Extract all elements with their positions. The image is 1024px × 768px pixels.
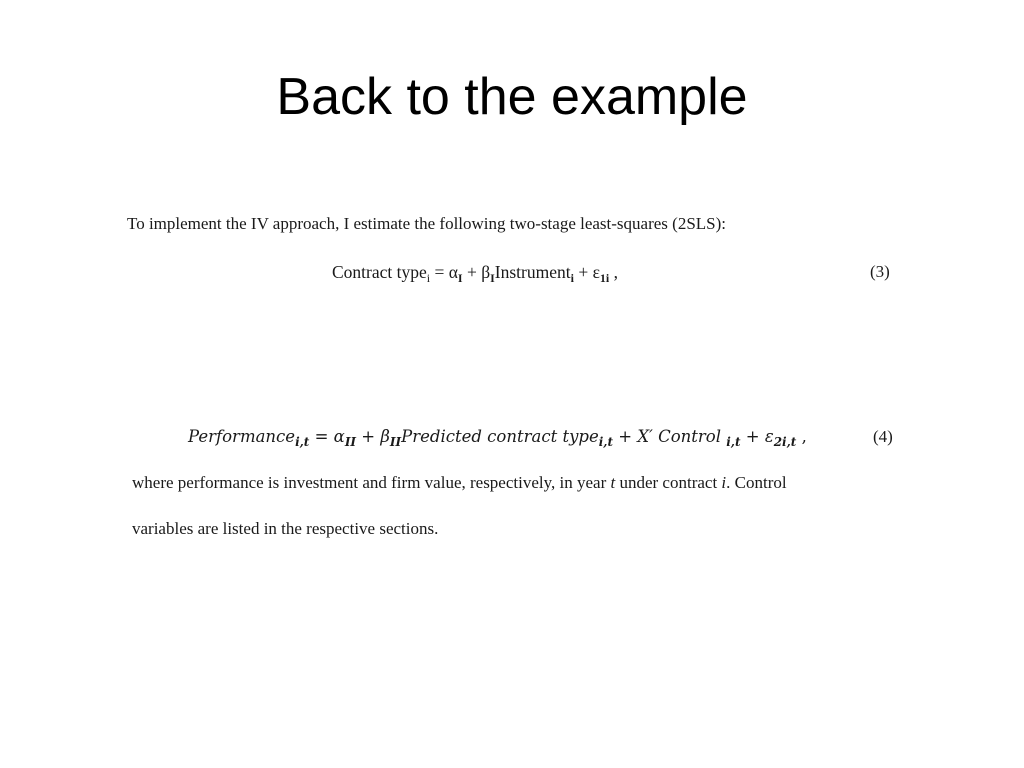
- eq3-subscript: i: [426, 271, 431, 285]
- eq4-subscript: i,t: [726, 435, 741, 449]
- eq4-term: + ε: [740, 427, 774, 446]
- eq3-term: Contract type: [332, 262, 427, 282]
- eq4-term: = α: [309, 427, 345, 446]
- slide-title: Back to the example: [276, 68, 748, 126]
- eq4-term: Predicted contract type: [401, 427, 599, 446]
- intro-text: To implement the IV approach, I estimate the following two-stage least-squares (2SLS):: [127, 214, 727, 233]
- equation-3-number: (3): [870, 262, 890, 281]
- eq4-subscript: i,t: [295, 435, 310, 449]
- eq3-term: + ε: [573, 262, 600, 282]
- eq4-subscript: II: [344, 435, 357, 449]
- eq4-subscript: 2i,t: [773, 435, 797, 449]
- eq3-subscript: I: [457, 271, 463, 285]
- paragraph-line-1: [132, 472, 787, 494]
- para-text: under contract: [615, 473, 722, 492]
- para-text: where performance is investment and firm value, respectively, in year: [132, 473, 611, 492]
- eq4-subscript: i,t: [598, 435, 614, 449]
- paragraph-line-2: variables are listed in the respective sections.: [132, 519, 439, 538]
- eq3-term: = α: [430, 262, 458, 282]
- eq3-term: Instrument: [494, 262, 571, 282]
- eq3-term: ,: [609, 262, 619, 282]
- eq4-term: + β: [356, 427, 390, 446]
- eq3-subscript: 1i: [599, 271, 610, 285]
- para-text: . Control: [726, 473, 787, 492]
- eq3-subscript: i: [570, 271, 574, 285]
- eq4-term: ,: [796, 427, 807, 446]
- eq4-term: + X′ Control: [613, 427, 727, 446]
- eq3-subscript: I: [490, 271, 495, 285]
- eq3-term: + β: [462, 262, 491, 282]
- equation-4-number: (4): [873, 427, 893, 446]
- eq4-term: Performance: [188, 427, 296, 446]
- equation-4: [188, 426, 807, 448]
- equation-3: [332, 261, 618, 283]
- para-var-t: t: [610, 473, 616, 492]
- para-var-i: i: [721, 473, 727, 492]
- eq4-subscript: II: [389, 435, 402, 449]
